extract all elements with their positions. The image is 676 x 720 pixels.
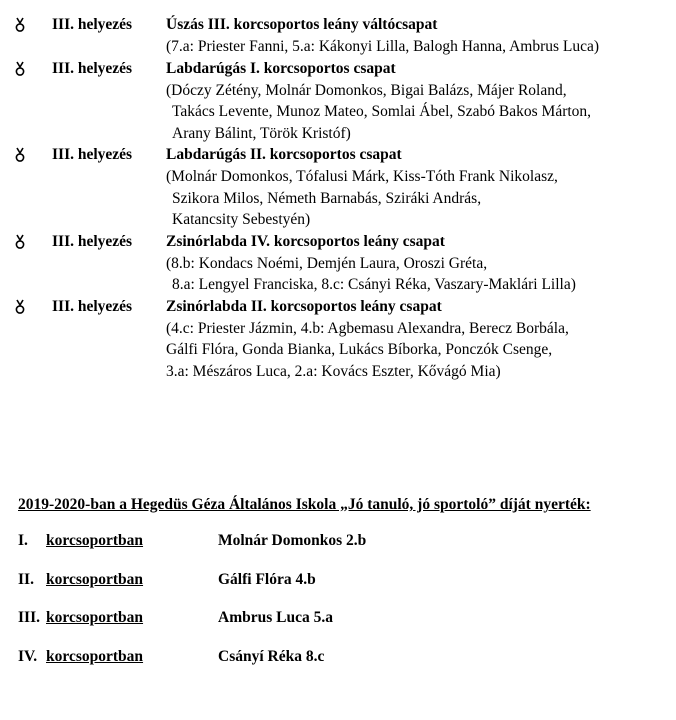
result-entry [0,231,676,296]
team-members: (Molnár Domonkos, Tófalusi Márk, Kiss-Tóth Frank Nikolasz, [166,168,558,185]
award-title: 2019-2020-ban a Hegedüs Géza Általános Iskola „Jó tanuló, jó sportoló” díját nyerték: [18,496,591,513]
team-members: (Dóczy Zétény, Molnár Domonkos, Bigai Balázs, Májer Roland, [166,81,567,99]
age-group-label: korcsoportban [46,570,144,588]
team-members: (7.a: Priester Fanni, 5.a: Kákonyi Lilla, Balogh Hanna, Ambrus Luca) [166,38,600,55]
age-group-number: IV. [18,647,38,665]
team-members: Szikora Milos, Németh Barnabás, Sziráki András, [172,189,482,207]
team-members: Arany Bálint, Török Kristóf) [172,124,351,142]
winner-name: Ambrus Luca 5.a [218,609,333,626]
team-name: Zsinórlabda IV. korcsoportos leány csapat [166,232,445,250]
team-name: Úszás III. korcsoportos leány váltócsapat [166,16,438,33]
age-group-label: korcsoportban [46,647,144,665]
team-members: Katancsity Sebestyén) [172,211,311,228]
age-group-number: I. [18,532,28,549]
team-members: (4.c: Priester Jázmin, 4.b: Agbemasu Alexandra, Berecz Borbála, [166,319,569,337]
place-label: III. helyezés [52,232,133,250]
award-list [18,532,658,686]
medal-icon [14,17,26,33]
winner-name: Molnár Domonkos 2.b [218,532,367,549]
medal-icon [14,147,26,163]
team-members: Takács Levente, Munoz Mateo, Somlai Ábel, Szabó Bakos Márton, [172,103,592,120]
result-entry [0,296,676,383]
team-name: Zsinórlabda II. korcsoportos leány csapat [166,297,442,315]
team-name: Labdarúgás II. korcsoportos csapat [166,146,402,163]
medal-icon [14,234,26,250]
winner-name: Gálfi Flóra 4.b [218,570,316,588]
age-group-number: II. [18,570,34,588]
result-entry [0,58,676,145]
place-label: III. helyezés [52,146,133,163]
place-label: III. helyezés [52,59,133,77]
results-list [0,14,676,382]
age-group-number: III. [18,609,40,626]
age-group-label: korcsoportban [46,532,144,549]
team-members: (8.b: Kondacs Noémi, Demjén Laura, Oroszi Gréta, [166,254,488,272]
award-row [18,609,658,648]
medal-icon [14,299,26,315]
team-members: 3.a: Mészáros Luca, 2.a: Kovács Eszter, Kővágó Mia) [166,362,501,380]
age-group-label: korcsoportban [46,609,144,626]
result-entry [0,144,676,231]
place-label: III. helyezés [52,297,133,315]
team-members: Gálfi Flóra, Gonda Bianka, Lukács Bíborka, Ponczók Csenge, [166,341,553,358]
award-row [18,571,658,610]
place-label: III. helyezés [52,16,133,33]
medal-icon [14,61,26,77]
award-row [18,648,658,687]
result-entry [0,14,676,58]
team-members: 8.a: Lengyel Franciska, 8.c: Csányi Réka, Vaszary-Maklári Lilla) [172,276,576,293]
winner-name: Csányí Réka 8.c [218,647,325,665]
team-name: Labdarúgás I. korcsoportos csapat [166,59,396,77]
award-row [18,532,658,571]
